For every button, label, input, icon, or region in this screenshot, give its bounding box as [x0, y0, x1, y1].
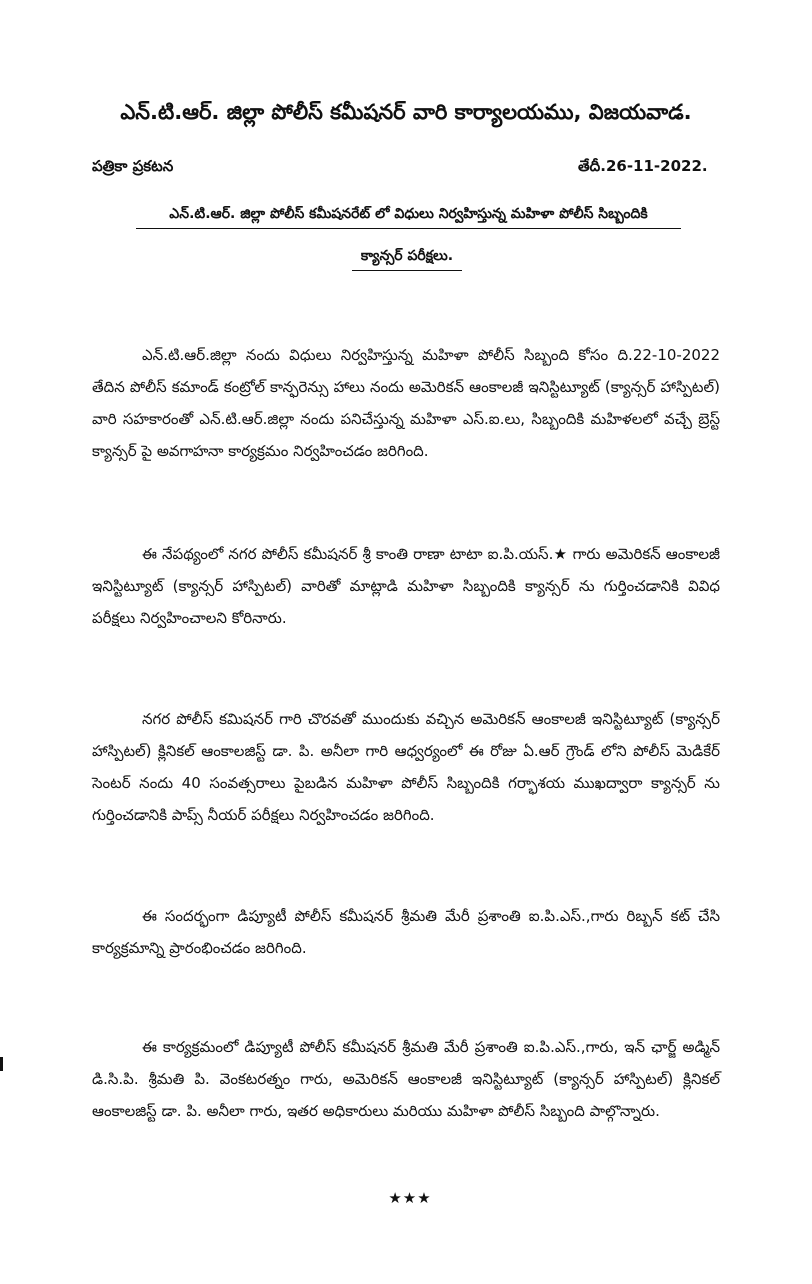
- body-paragraph-3: నగర పోలీస్ కమిషనర్ గారి చొరవతో ముందుకు వచ్చిన అమెరికన్ ఆంకాలజీ ఇనిస్టిట్యూట్ (క్యాన్సర్ హాస్పిటల్) క్లినికల్ ఆంకాలజిస్ట్ డా. పి. అనీలా గారి ఆధ్వర్యంలో ఈ రోజు ఏ.ఆర్ గ్రౌండ్ లోని పోలీస్ మెడికేర్ సెంటర్ నందు 40 సంవత్సరాలు పైబడిన మహిళా పోలీస్ సిబ్బందికి గర్భాశయ ముఖద్వారా క్యాన్సర్ ను గుర్తించడానికి పాప్స్ నీయర్ పరీక్షలు నిర్వహించడం జరిగింది.: [92, 710, 720, 824]
- press-release-label: పత్రికా ప్రకటన: [92, 157, 174, 175]
- body-paragraph-5: ఈ కార్యక్రమంలో డిప్యూటీ పోలీస్ కమీషనర్ శ్రీమతి మేరీ ప్రశాంతి ఐ.పి.ఎస్.,గారు, ఇన్ ఛార్జ్ అడ్మిన్ డి.సి.పి. శ్రీమతి పి. వెంకటరత్నం గారు, అమెరికన్ ఆంకాలజీ ఇనిస్టిట్యూట్ (క్యాన్సర్ హాస్పిటల్) క్లినికల్ ఆంకాలజిస్ట్ డా. పి. అనీలా గారు, ఇతర అధికారులు మరియు మహిళా పోలీస్ సిబ్బంది పాల్గొన్నారు.: [92, 1038, 720, 1120]
- release-date: తేదీ.26-11-2022.: [578, 157, 708, 175]
- end-of-release-stars: ★★★: [388, 1189, 432, 1207]
- subject-line-2: క్యాన్సర్ పరీక్షలు.: [352, 242, 462, 271]
- scan-edge-mark: [0, 1057, 3, 1071]
- subject-line-1: ఎన్.టి.ఆర్. జిల్లా పోలీస్ కమీషనరేట్ లో విధులు నిర్వహిస్తున్న మహిళా పోలీస్ సిబ్బందికి: [136, 200, 681, 229]
- office-title: ఎన్.టి.ఆర్. జిల్లా పోలీస్ కమీషనర్ వారి కార్యాలయము, విజయవాడ.: [120, 100, 692, 124]
- body-paragraph-2: ఈ నేపథ్యంలో నగర పోలీస్ కమీషనర్ శ్రీ కాంతి రాణా టాటా ఐ.పి.యస్.★ గారు అమెరికన్ ఆంకాలజీ ఇనిస్టిట్యూట్ (క్యాన్సర్ హాస్పిటల్) వారితో మాట్లాడి మహిళా సిబ్బందికి క్యాన్సర్ ను గుర్తించడానికి వివిధ పరీక్షలు నిర్వహించాలని కోరినారు.: [92, 545, 720, 627]
- body-paragraph-4: ఈ సందర్భంగా డిప్యూటీ పోలీస్ కమీషనర్ శ్రీమతి మేరీ ప్రశాంతి ఐ.పి.ఎస్.,గారు రిబ్బన్ కట్ చేసి కార్యక్రమాన్ని ప్రారంభించడం జరిగింది.: [92, 907, 720, 957]
- body-paragraph-1: ఎన్.టి.ఆర్.జిల్లా నందు విధులు నిర్వహిస్తున్న మహిళా పోలీస్ సిబ్బంది కోసం ది.22-10-2022 తేదిన పోలీస్ కమాండ్ కంట్రోల్ కాన్ఫరెన్సు హాలు నందు అమెరికన్ ఆంకాలజీ ఇనిస్టిట్యూట్ (క్యాన్సర్ హాస్పిటల్) వారి సహకారంతో ఎన్.టి.ఆర్.జిల్లా నందు పనిచేస్తున్న మహిళా ఎస్.ఐ.లు, సిబ్బందికి మహిళలలో వచ్చే బ్రెస్ట్ క్యాన్సర్ పై అవగాహనా కార్యక్రమం నిర్వహించడం జరిగింది.: [92, 346, 720, 460]
